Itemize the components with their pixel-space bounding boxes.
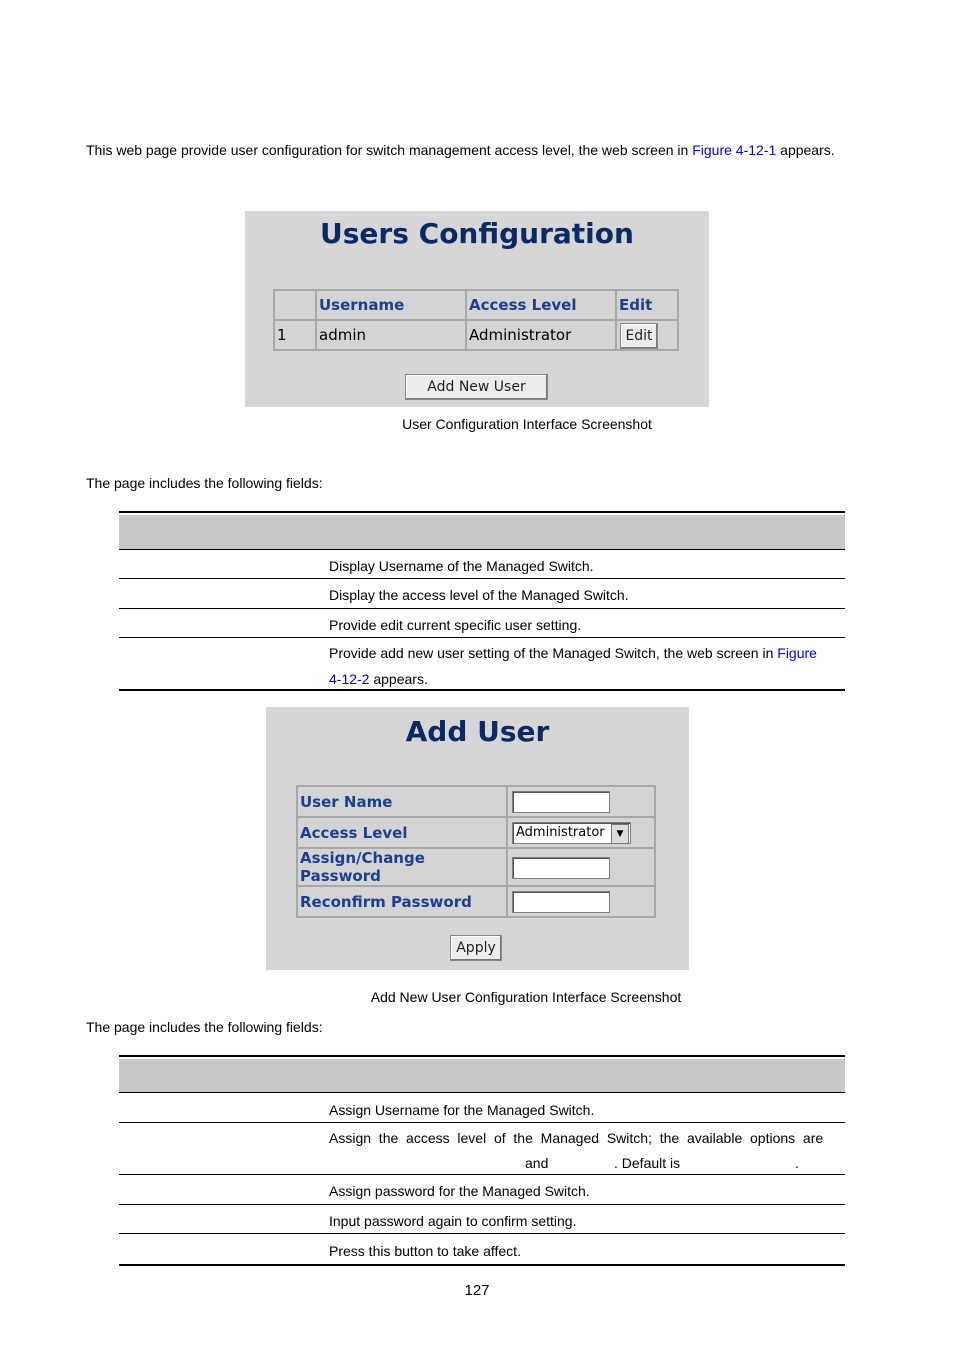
table2-desc-and: and xyxy=(525,1155,549,1171)
fields-intro-1: The page includes the following fields: xyxy=(86,475,323,491)
table1-desc-add-new-user xyxy=(329,645,836,661)
intro-text: This web page provide user configuration for switch management access level, the web screen in xyxy=(86,142,693,158)
cell-reconfirm xyxy=(507,886,655,917)
edit-button[interactable]: Edit xyxy=(620,323,658,349)
table2-top-rule xyxy=(119,1055,845,1057)
row-username: admin xyxy=(316,320,466,350)
table2-rule xyxy=(119,1092,845,1093)
row-access-level: Administrator xyxy=(466,320,616,350)
label-reconfirm: Reconfirm Password xyxy=(297,886,507,917)
label-access-level: Access Level xyxy=(297,817,507,848)
add-user-title: Add User xyxy=(405,715,550,748)
table2-desc-apply: Press this button to take affect. xyxy=(329,1243,521,1259)
desc-text-end: appears. xyxy=(369,671,428,687)
add-user-form xyxy=(296,785,656,918)
table-row xyxy=(274,320,678,350)
table1-top-rule xyxy=(119,511,845,513)
table1-bottom-rule xyxy=(119,689,845,691)
table2-rule xyxy=(119,1233,845,1234)
desc-text: Provide add new user setting of the Managed Switch, the web screen in xyxy=(329,645,778,661)
add-user-caption: Add New User Configuration Interface Screenshot xyxy=(370,989,682,1005)
reconfirm-password-input[interactable] xyxy=(512,891,610,913)
row-index: 1 xyxy=(274,320,316,350)
table1-desc-edit: Provide edit current specific user setting. xyxy=(329,617,582,633)
table2-header xyxy=(119,1059,845,1092)
figure-link-part1[interactable]: Figure xyxy=(777,645,817,661)
table1-rule xyxy=(119,578,845,579)
label-user-name: User Name xyxy=(297,786,507,817)
table1-header xyxy=(119,515,845,549)
fields-intro-2: The page includes the following fields: xyxy=(86,1019,323,1035)
table1-desc-access-level: Display the access level of the Managed Switch. xyxy=(329,587,629,603)
form-row-access-level xyxy=(297,817,655,848)
cell-user-name xyxy=(507,786,655,817)
add-user-screenshot xyxy=(266,707,689,970)
row-edit-cell xyxy=(616,320,678,350)
table2-bottom-rule xyxy=(119,1264,845,1266)
access-level-value: Administrator xyxy=(516,825,605,840)
table2-desc-username: Assign Username for the Managed Switch. xyxy=(329,1102,595,1118)
table2-rule xyxy=(119,1204,845,1205)
header-username: Username xyxy=(316,290,466,320)
access-level-select[interactable] xyxy=(512,822,631,844)
password-input[interactable] xyxy=(512,857,610,879)
cell-password xyxy=(507,848,655,886)
table2-desc-default: . Default is xyxy=(614,1155,681,1171)
table2-rule xyxy=(119,1122,845,1123)
add-new-user-button[interactable]: Add New User xyxy=(405,374,548,400)
user-name-input[interactable] xyxy=(512,791,610,813)
page-number: 127 xyxy=(464,1282,490,1299)
form-row-reconfirm xyxy=(297,886,655,917)
label-password: Assign/Change Password xyxy=(297,848,507,886)
form-row-password xyxy=(297,848,655,886)
table2-rule xyxy=(119,1174,845,1175)
apply-button[interactable]: Apply xyxy=(450,935,502,961)
users-config-title: Users Configuration xyxy=(320,217,634,250)
users-config-screenshot xyxy=(245,211,709,407)
users-config-caption: User Configuration Interface Screenshot xyxy=(402,416,652,432)
users-table xyxy=(273,289,679,351)
header-index xyxy=(274,290,316,320)
table1-rule xyxy=(119,608,845,609)
figure-link-4-12-1[interactable]: Figure 4-12-1 xyxy=(692,142,777,158)
header-access-level: Access Level xyxy=(466,290,616,320)
table1-desc-add-new-user-line2 xyxy=(329,671,428,687)
form-row-user-name xyxy=(297,786,655,817)
table1-desc-username: Display Username of the Managed Switch. xyxy=(329,558,594,574)
cell-access-level xyxy=(507,817,655,848)
intro-text-end: appears. xyxy=(776,142,835,158)
table1-rule xyxy=(119,637,845,638)
figure-link-4-12-2[interactable]: 4-12-2 xyxy=(329,671,370,687)
table2-desc-period: . xyxy=(795,1155,799,1171)
intro-paragraph xyxy=(86,141,835,159)
table2-desc-reconfirm: Input password again to confirm setting. xyxy=(329,1213,577,1229)
table1-rule xyxy=(119,549,845,550)
table2-desc-access-level: Assign the access level of the Managed Switch; the available options are xyxy=(329,1130,824,1146)
table2-desc-password: Assign password for the Managed Switch. xyxy=(329,1183,590,1199)
header-edit: Edit xyxy=(616,290,678,320)
users-table-header xyxy=(274,290,678,320)
chevron-down-icon[interactable]: ▼ xyxy=(611,824,629,844)
